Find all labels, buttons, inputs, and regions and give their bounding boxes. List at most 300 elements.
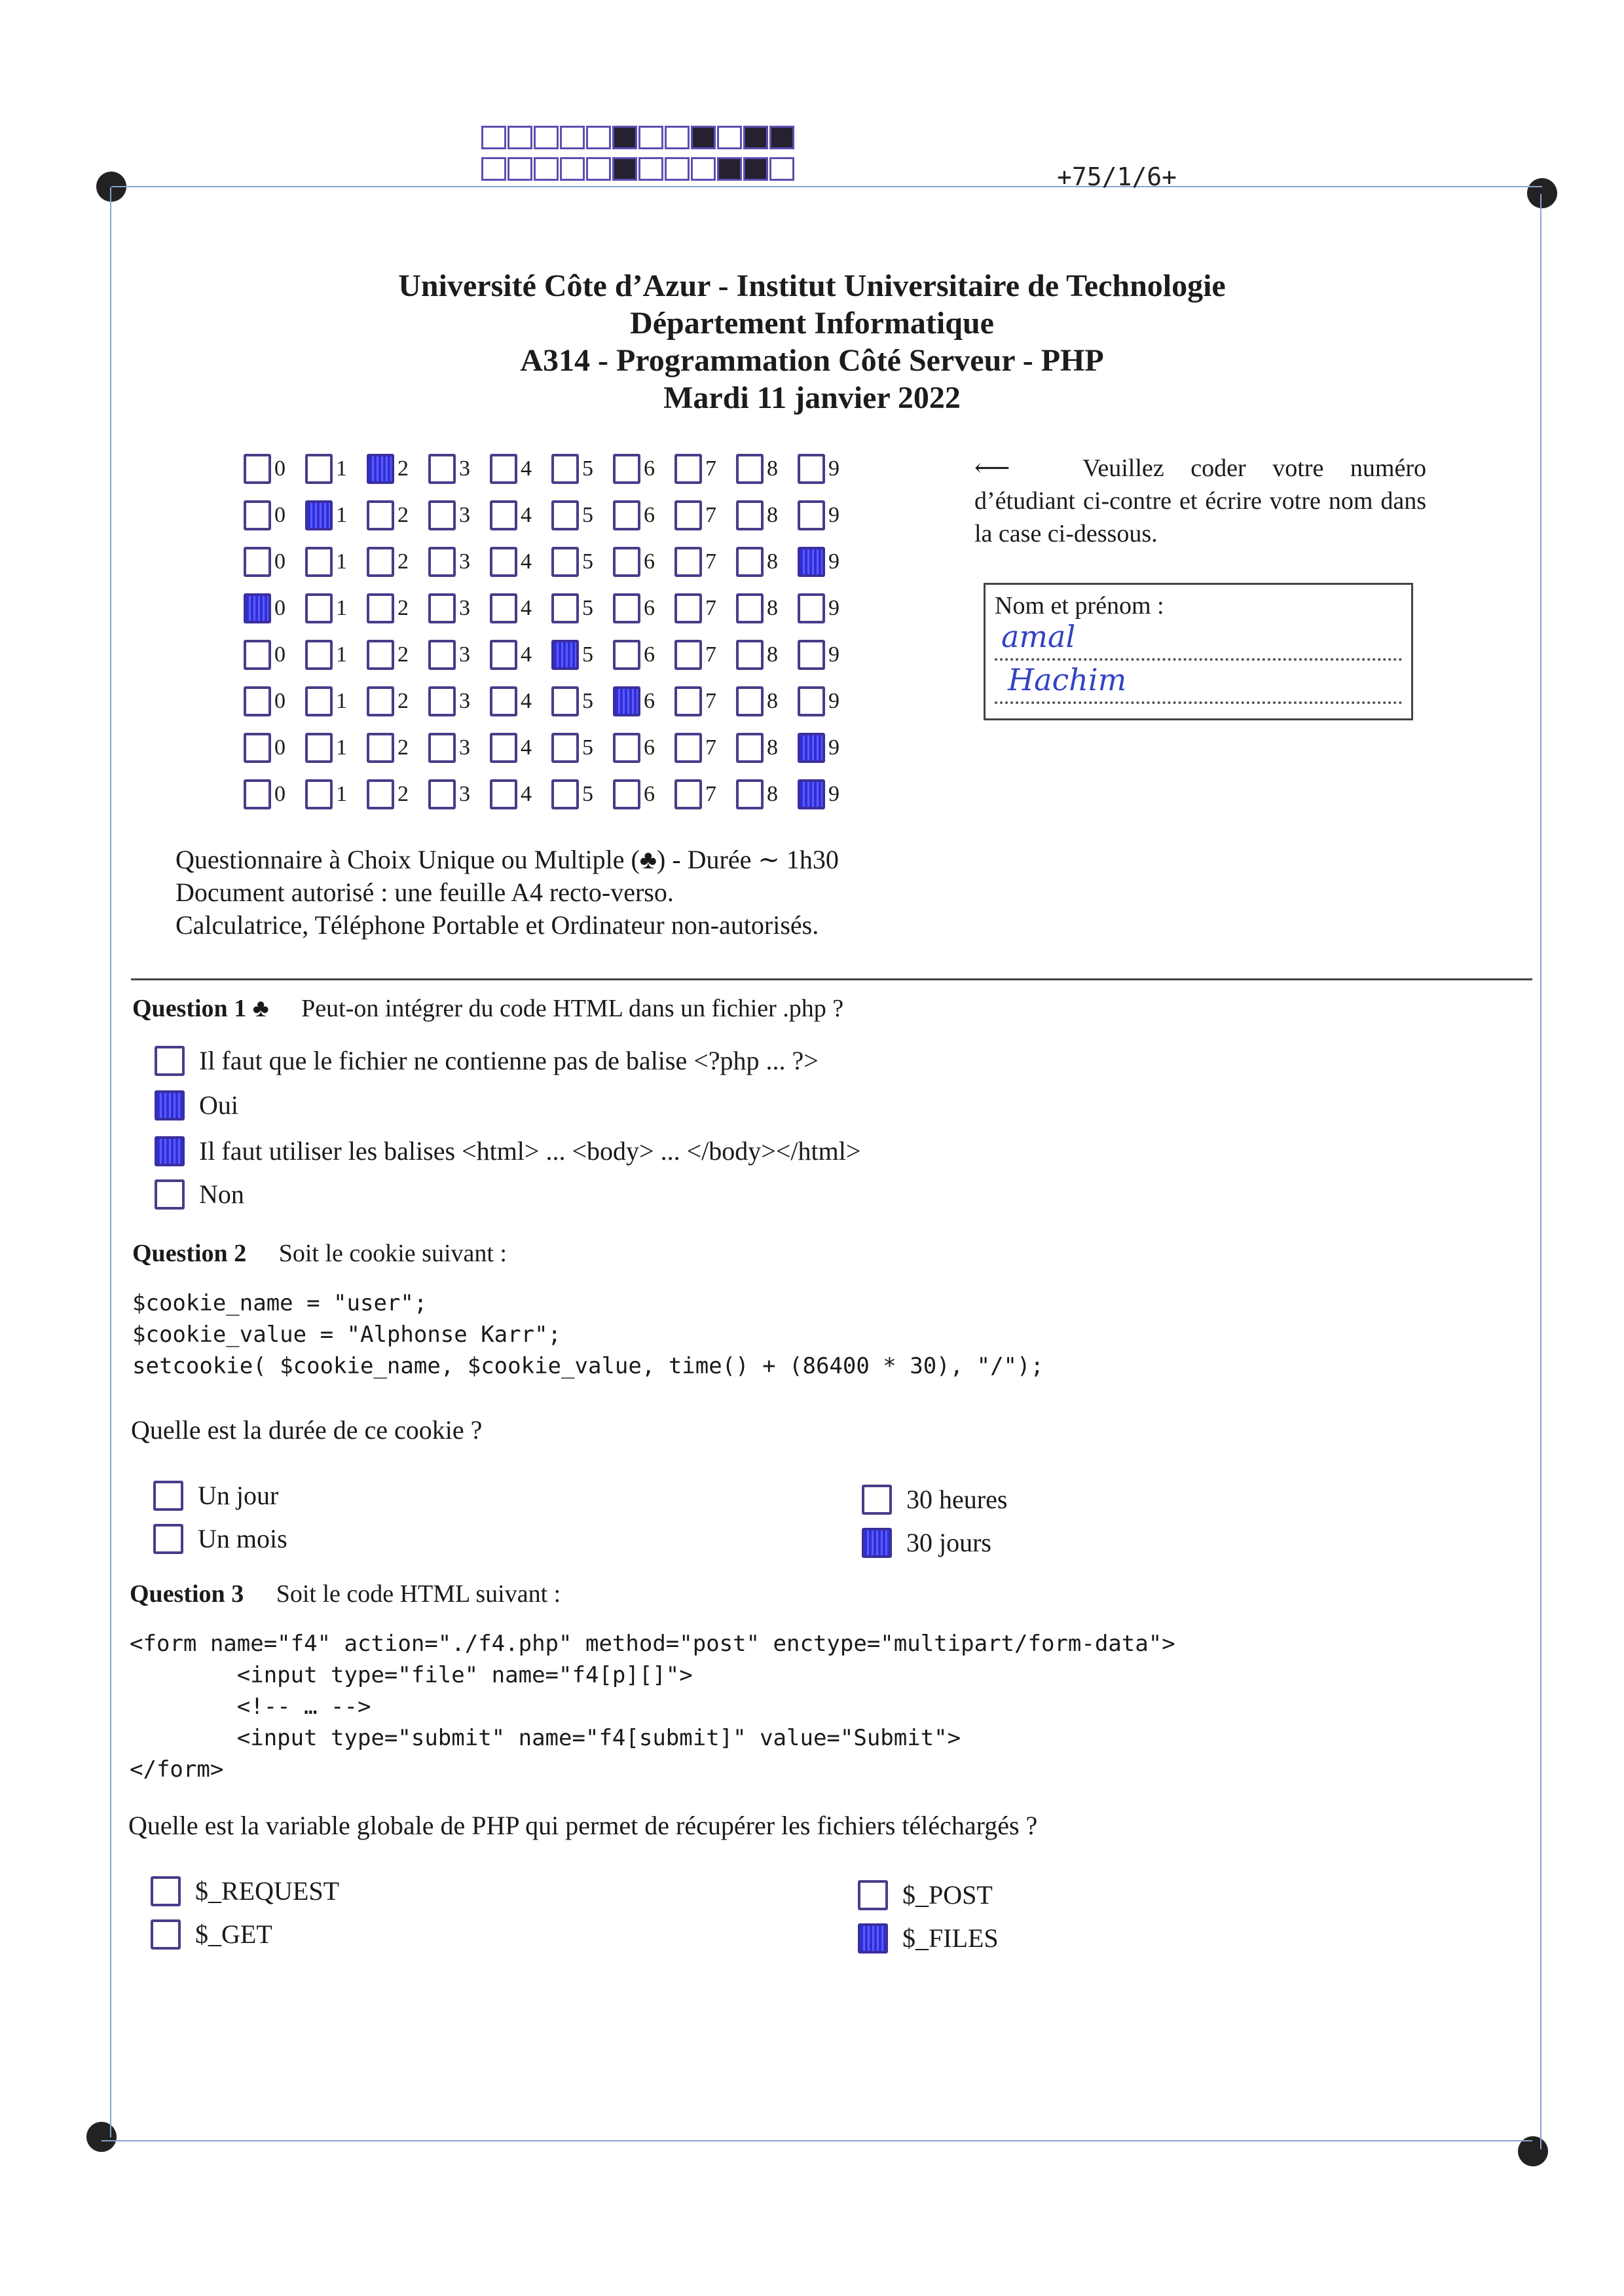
digit-checkbox[interactable] — [551, 593, 579, 623]
barcode-cell — [586, 157, 611, 181]
digit-option[interactable] — [674, 500, 736, 530]
digit-checkbox[interactable] — [674, 686, 702, 716]
header-department: Département Informatique — [630, 306, 994, 341]
digit-option[interactable] — [674, 547, 736, 577]
digit-option[interactable] — [244, 547, 305, 577]
digit-label: 7 — [705, 735, 716, 760]
digit-label: 0 — [274, 735, 286, 760]
digit-label: 8 — [767, 688, 778, 713]
digit-label: 1 — [336, 502, 347, 527]
digit-label: 4 — [521, 456, 532, 481]
digit-label: 6 — [644, 735, 655, 760]
digit-option[interactable] — [674, 593, 736, 623]
digit-label: 1 — [336, 549, 347, 574]
digit-option[interactable] — [367, 686, 428, 716]
digit-option[interactable] — [244, 454, 305, 484]
digit-checkbox[interactable] — [244, 454, 271, 484]
digit-label: 9 — [828, 688, 840, 713]
digit-option[interactable] — [551, 500, 613, 530]
digit-checkbox[interactable] — [305, 686, 333, 716]
digit-label: 2 — [397, 642, 409, 667]
digit-label: 3 — [459, 502, 470, 527]
digit-option[interactable] — [798, 593, 859, 623]
digit-checkbox[interactable] — [367, 640, 394, 670]
digit-checkbox[interactable] — [244, 686, 271, 716]
barcode-row-2 — [481, 157, 796, 181]
digit-checkbox[interactable] — [736, 500, 764, 530]
digit-option[interactable] — [798, 686, 859, 716]
digit-checkbox[interactable] — [428, 500, 456, 530]
digit-option[interactable] — [613, 454, 674, 484]
digit-checkbox[interactable] — [613, 500, 640, 530]
digit-checkbox[interactable] — [736, 547, 764, 577]
student-number-row — [244, 631, 859, 678]
digit-option[interactable] — [613, 640, 674, 670]
digit-label: 0 — [274, 781, 286, 806]
digit-checkbox[interactable] — [798, 733, 825, 763]
digit-label: 3 — [459, 456, 470, 481]
student-number-row — [244, 538, 859, 585]
digit-option[interactable] — [551, 454, 613, 484]
digit-option[interactable] — [798, 640, 859, 670]
digit-option[interactable] — [674, 454, 736, 484]
digit-option[interactable] — [551, 733, 613, 763]
digit-checkbox[interactable] — [798, 686, 825, 716]
digit-label: 9 — [828, 456, 840, 481]
digit-checkbox[interactable] — [551, 640, 579, 670]
question-2-question: Quelle est la durée de ce cookie ? — [131, 1415, 483, 1445]
digit-checkbox[interactable] — [367, 593, 394, 623]
barcode-cell — [507, 126, 532, 149]
q2-option[interactable] — [862, 1527, 991, 1558]
frame-bottom — [101, 2140, 1532, 2141]
digit-option[interactable] — [613, 593, 674, 623]
q1-option[interactable] — [155, 1136, 860, 1166]
q1-option-label: Il faut que le fichier ne contienne pas de balise <?php ... ?> — [199, 1046, 819, 1075]
club-icon: ♣ — [252, 995, 269, 1022]
digit-label: 2 — [397, 688, 409, 713]
rules-line-2: Document autorisé : une feuille A4 recto-verso. — [175, 878, 674, 907]
digit-option[interactable] — [244, 593, 305, 623]
q1-option-label: Non — [199, 1179, 244, 1209]
digit-checkbox[interactable] — [551, 454, 579, 484]
digit-label: 6 — [644, 456, 655, 481]
digit-checkbox[interactable] — [490, 686, 517, 716]
question-2-title — [132, 1239, 507, 1268]
digit-option[interactable] — [367, 547, 428, 577]
question-2-label: Question 2 — [132, 1240, 247, 1267]
exam-rules — [175, 843, 839, 942]
digit-label: 1 — [336, 688, 347, 713]
digit-option[interactable] — [798, 779, 859, 809]
digit-checkbox[interactable] — [674, 454, 702, 484]
digit-option[interactable] — [367, 733, 428, 763]
barcode-cell — [691, 126, 716, 149]
digit-label: 1 — [336, 595, 347, 620]
digit-label: 1 — [336, 456, 347, 481]
digit-checkbox[interactable] — [244, 640, 271, 670]
digit-label: 2 — [397, 456, 409, 481]
barcode-cell — [743, 157, 768, 181]
digit-checkbox[interactable] — [490, 500, 517, 530]
digit-option[interactable] — [736, 454, 798, 484]
digit-checkbox[interactable] — [551, 500, 579, 530]
digit-option[interactable] — [305, 593, 367, 623]
digit-option[interactable] — [367, 593, 428, 623]
digit-option[interactable] — [305, 640, 367, 670]
instructions — [974, 452, 1426, 550]
digit-label: 5 — [582, 781, 593, 806]
digit-option[interactable] — [551, 779, 613, 809]
instructions-text: Veuillez coder votre numéro d’étudiant ci-contre et écrire votre nom dans la case ci-dessous. — [974, 454, 1427, 547]
q2-checkbox-3[interactable] — [862, 1485, 892, 1515]
page-id: +75/1/6+ — [1057, 162, 1177, 191]
digit-label: 1 — [336, 735, 347, 760]
digit-option[interactable] — [428, 733, 490, 763]
digit-checkbox[interactable] — [674, 779, 702, 809]
registration-mark-top-right — [1527, 178, 1557, 208]
student-number-grid — [244, 445, 859, 817]
digit-option[interactable] — [490, 593, 551, 623]
digit-label: 4 — [521, 595, 532, 620]
digit-option[interactable] — [551, 686, 613, 716]
digit-label: 9 — [828, 642, 840, 667]
digit-label: 5 — [582, 735, 593, 760]
digit-checkbox[interactable] — [367, 547, 394, 577]
digit-checkbox[interactable] — [428, 640, 456, 670]
q1-option[interactable] — [155, 1090, 238, 1120]
digit-option[interactable] — [305, 500, 367, 530]
digit-option[interactable] — [551, 547, 613, 577]
barcode-cell — [717, 126, 742, 149]
digit-option[interactable] — [428, 640, 490, 670]
digit-label: 8 — [767, 595, 778, 620]
digit-checkbox[interactable] — [613, 733, 640, 763]
digit-checkbox[interactable] — [305, 733, 333, 763]
q2-option-label: Un jour — [198, 1481, 279, 1510]
question-1-label: Question 1 — [132, 995, 247, 1022]
digit-option[interactable] — [674, 686, 736, 716]
digit-checkbox[interactable] — [613, 779, 640, 809]
q1-checkbox-4[interactable] — [155, 1179, 185, 1210]
digit-option[interactable] — [551, 593, 613, 623]
digit-option[interactable] — [428, 779, 490, 809]
digit-option[interactable] — [798, 500, 859, 530]
question-2-prompt: Soit le cookie suivant : — [278, 1240, 507, 1267]
q2-option[interactable] — [153, 1523, 287, 1554]
digit-option[interactable] — [736, 686, 798, 716]
digit-checkbox[interactable] — [490, 454, 517, 484]
q2-option-label: 30 heures — [906, 1485, 1008, 1514]
digit-checkbox[interactable] — [674, 593, 702, 623]
q1-checkbox-3[interactable] — [155, 1136, 185, 1166]
q2-checkbox-4[interactable] — [862, 1528, 892, 1558]
barcode-cell — [769, 157, 794, 181]
digit-option[interactable] — [305, 733, 367, 763]
digit-label: 6 — [644, 688, 655, 713]
digit-option[interactable] — [244, 500, 305, 530]
digit-checkbox[interactable] — [367, 733, 394, 763]
digit-label: 7 — [705, 549, 716, 574]
digit-checkbox[interactable] — [305, 779, 333, 809]
digit-checkbox[interactable] — [736, 454, 764, 484]
arrow-left-icon: ⟵ — [974, 454, 1010, 482]
digit-checkbox[interactable] — [305, 547, 333, 577]
digit-option[interactable] — [428, 593, 490, 623]
digit-checkbox[interactable] — [798, 640, 825, 670]
q3-checkbox-3[interactable] — [858, 1880, 888, 1910]
exam-header — [0, 267, 1624, 417]
digit-label: 5 — [582, 595, 593, 620]
question-3-prompt: Soit le code HTML suivant : — [276, 1580, 561, 1608]
digit-label: 1 — [336, 781, 347, 806]
q2-option[interactable] — [153, 1480, 278, 1511]
registration-mark-bottom-left — [86, 2122, 117, 2152]
digit-option[interactable] — [674, 640, 736, 670]
digit-option[interactable] — [428, 500, 490, 530]
q3-option-label: $_GET — [195, 1919, 272, 1949]
digit-label: 4 — [521, 688, 532, 713]
digit-label: 0 — [274, 456, 286, 481]
digit-label: 7 — [705, 781, 716, 806]
digit-option[interactable] — [613, 547, 674, 577]
frame-left — [110, 187, 111, 2138]
digit-checkbox[interactable] — [244, 500, 271, 530]
student-number-row — [244, 585, 859, 631]
digit-checkbox[interactable] — [613, 454, 640, 484]
digit-label: 3 — [459, 735, 470, 760]
digit-checkbox[interactable] — [736, 686, 764, 716]
digit-label: 3 — [459, 549, 470, 574]
q2-checkbox-2[interactable] — [153, 1524, 183, 1554]
digit-checkbox[interactable] — [428, 686, 456, 716]
digit-checkbox[interactable] — [490, 593, 517, 623]
digit-label: 2 — [397, 781, 409, 806]
digit-checkbox[interactable] — [736, 593, 764, 623]
digit-label: 8 — [767, 642, 778, 667]
digit-label: 5 — [582, 456, 593, 481]
digit-label: 4 — [521, 642, 532, 667]
digit-checkbox[interactable] — [305, 640, 333, 670]
digit-checkbox[interactable] — [428, 454, 456, 484]
digit-option[interactable] — [613, 779, 674, 809]
digit-checkbox[interactable] — [428, 593, 456, 623]
digit-option[interactable] — [367, 640, 428, 670]
digit-checkbox[interactable] — [613, 640, 640, 670]
digit-checkbox[interactable] — [367, 454, 394, 484]
digit-checkbox[interactable] — [490, 547, 517, 577]
digit-checkbox[interactable] — [551, 779, 579, 809]
digit-checkbox[interactable] — [798, 593, 825, 623]
barcode-cell — [507, 157, 532, 181]
digit-checkbox[interactable] — [428, 779, 456, 809]
q2-option[interactable] — [862, 1484, 1007, 1515]
q2-checkbox-1[interactable] — [153, 1481, 183, 1511]
digit-label: 2 — [397, 549, 409, 574]
q3-option[interactable] — [858, 1923, 999, 1953]
digit-checkbox[interactable] — [674, 640, 702, 670]
digit-checkbox[interactable] — [490, 640, 517, 670]
digit-checkbox[interactable] — [305, 593, 333, 623]
section-separator — [131, 978, 1532, 980]
digit-checkbox[interactable] — [798, 454, 825, 484]
digit-checkbox[interactable] — [551, 547, 579, 577]
barcode-cell — [481, 126, 506, 149]
digit-label: 3 — [459, 688, 470, 713]
q3-option-label: $_REQUEST — [195, 1876, 339, 1906]
digit-checkbox[interactable] — [490, 779, 517, 809]
digit-option[interactable] — [367, 779, 428, 809]
digit-label: 2 — [397, 735, 409, 760]
digit-checkbox[interactable] — [613, 593, 640, 623]
digit-checkbox[interactable] — [490, 733, 517, 763]
digit-option[interactable] — [305, 779, 367, 809]
digit-label: 3 — [459, 595, 470, 620]
digit-checkbox[interactable] — [798, 779, 825, 809]
q1-option-label: Oui — [199, 1090, 238, 1120]
q3-option[interactable] — [151, 1919, 272, 1950]
digit-option[interactable] — [490, 500, 551, 530]
digit-option[interactable] — [736, 547, 798, 577]
digit-label: 4 — [521, 549, 532, 574]
question-2-code: $cookie_name = "user"; $cookie_value = "Alphonse Karr"; setcookie( $cookie_name, $cookie_value, time() + (86400 * 30), "/"); — [132, 1290, 1044, 1379]
digit-option[interactable] — [244, 686, 305, 716]
digit-checkbox[interactable] — [613, 686, 640, 716]
question-3-title — [130, 1580, 561, 1608]
digit-checkbox[interactable] — [674, 500, 702, 530]
digit-checkbox[interactable] — [736, 779, 764, 809]
barcode-cell — [691, 157, 716, 181]
digit-option[interactable] — [305, 686, 367, 716]
digit-label: 3 — [459, 642, 470, 667]
q2-option-label: Un mois — [198, 1524, 287, 1553]
digit-label: 6 — [644, 642, 655, 667]
digit-label: 5 — [582, 502, 593, 527]
question-1-prompt: Peut-on intégrer du code HTML dans un fichier .php ? — [301, 995, 844, 1022]
digit-label: 9 — [828, 549, 840, 574]
question-1-title — [132, 994, 843, 1023]
barcode-cell — [560, 126, 585, 149]
digit-option[interactable] — [244, 779, 305, 809]
header-date: Mardi 11 janvier 2022 — [663, 380, 961, 415]
digit-label: 0 — [274, 642, 286, 667]
question-3-code: <form name="f4" action="./f4.php" method="post" enctype="multipart/form-data"> <input type="file" name="f4[p][]"> <!-- … --> <input type="submit" name="f4[submit]" value="Submit"> </form> — [130, 1631, 1175, 1783]
digit-checkbox[interactable] — [244, 547, 271, 577]
digit-checkbox[interactable] — [305, 454, 333, 484]
barcode-row-1 — [481, 126, 796, 149]
digit-option[interactable] — [428, 454, 490, 484]
digit-option[interactable] — [244, 733, 305, 763]
digit-checkbox[interactable] — [674, 547, 702, 577]
q3-checkbox-2[interactable] — [151, 1919, 181, 1950]
digit-checkbox[interactable] — [798, 500, 825, 530]
digit-option[interactable] — [305, 454, 367, 484]
digit-option[interactable] — [490, 640, 551, 670]
digit-option[interactable] — [244, 640, 305, 670]
digit-option[interactable] — [674, 733, 736, 763]
question-3-question: Quelle est la variable globale de PHP qui permet de récupérer les fichiers téléchargés ? — [128, 1811, 1038, 1840]
digit-option[interactable] — [367, 500, 428, 530]
name-box-label: Nom et prénom : — [995, 592, 1164, 620]
digit-option[interactable] — [551, 640, 613, 670]
digit-checkbox[interactable] — [367, 500, 394, 530]
digit-checkbox[interactable] — [367, 779, 394, 809]
digit-option[interactable] — [798, 733, 859, 763]
q1-option[interactable] — [155, 1179, 244, 1210]
header-course: A314 - Programmation Côté Serveur - PHP — [520, 343, 1104, 378]
digit-option[interactable] — [613, 500, 674, 530]
digit-option[interactable] — [490, 779, 551, 809]
name-dotted-line-1 — [995, 658, 1402, 661]
digit-option[interactable] — [367, 454, 428, 484]
digit-checkbox[interactable] — [428, 733, 456, 763]
digit-option[interactable] — [490, 454, 551, 484]
digit-checkbox[interactable] — [305, 500, 333, 530]
digit-label: 8 — [767, 781, 778, 806]
handwritten-name-line2: Hachim — [1008, 662, 1127, 697]
digit-label: 0 — [274, 549, 286, 574]
q3-option-label: $_FILES — [902, 1923, 999, 1953]
digit-label: 9 — [828, 595, 840, 620]
q1-option[interactable] — [155, 1045, 819, 1076]
digit-option[interactable] — [490, 547, 551, 577]
digit-checkbox[interactable] — [736, 640, 764, 670]
name-box[interactable] — [984, 583, 1413, 720]
barcode-cell — [638, 126, 663, 149]
q1-checkbox-1[interactable] — [155, 1046, 185, 1076]
q3-checkbox-4[interactable] — [858, 1923, 888, 1953]
digit-option[interactable] — [613, 733, 674, 763]
digit-checkbox[interactable] — [551, 733, 579, 763]
digit-checkbox[interactable] — [244, 593, 271, 623]
digit-checkbox[interactable] — [613, 547, 640, 577]
digit-option[interactable] — [736, 640, 798, 670]
digit-checkbox[interactable] — [244, 779, 271, 809]
digit-option[interactable] — [305, 547, 367, 577]
digit-label: 0 — [274, 595, 286, 620]
q3-option[interactable] — [858, 1879, 993, 1910]
digit-option[interactable] — [798, 547, 859, 577]
barcode-cell — [612, 126, 637, 149]
student-number-row — [244, 492, 859, 538]
digit-option[interactable] — [798, 454, 859, 484]
digit-option[interactable] — [490, 733, 551, 763]
digit-checkbox[interactable] — [736, 733, 764, 763]
digit-checkbox[interactable] — [798, 547, 825, 577]
digit-option[interactable] — [490, 686, 551, 716]
digit-checkbox[interactable] — [674, 733, 702, 763]
q3-checkbox-1[interactable] — [151, 1876, 181, 1906]
digit-label: 7 — [705, 595, 716, 620]
digit-checkbox[interactable] — [551, 686, 579, 716]
digit-option[interactable] — [674, 779, 736, 809]
digit-option[interactable] — [428, 686, 490, 716]
digit-label: 4 — [521, 781, 532, 806]
digit-option[interactable] — [736, 733, 798, 763]
q1-checkbox-2[interactable] — [155, 1090, 185, 1120]
digit-label: 8 — [767, 549, 778, 574]
digit-option[interactable] — [613, 686, 674, 716]
digit-option[interactable] — [736, 593, 798, 623]
digit-checkbox[interactable] — [367, 686, 394, 716]
digit-option[interactable] — [736, 779, 798, 809]
digit-option[interactable] — [428, 547, 490, 577]
digit-label: 9 — [828, 781, 840, 806]
q3-option[interactable] — [151, 1876, 339, 1906]
digit-checkbox[interactable] — [428, 547, 456, 577]
digit-checkbox[interactable] — [244, 733, 271, 763]
digit-option[interactable] — [736, 500, 798, 530]
